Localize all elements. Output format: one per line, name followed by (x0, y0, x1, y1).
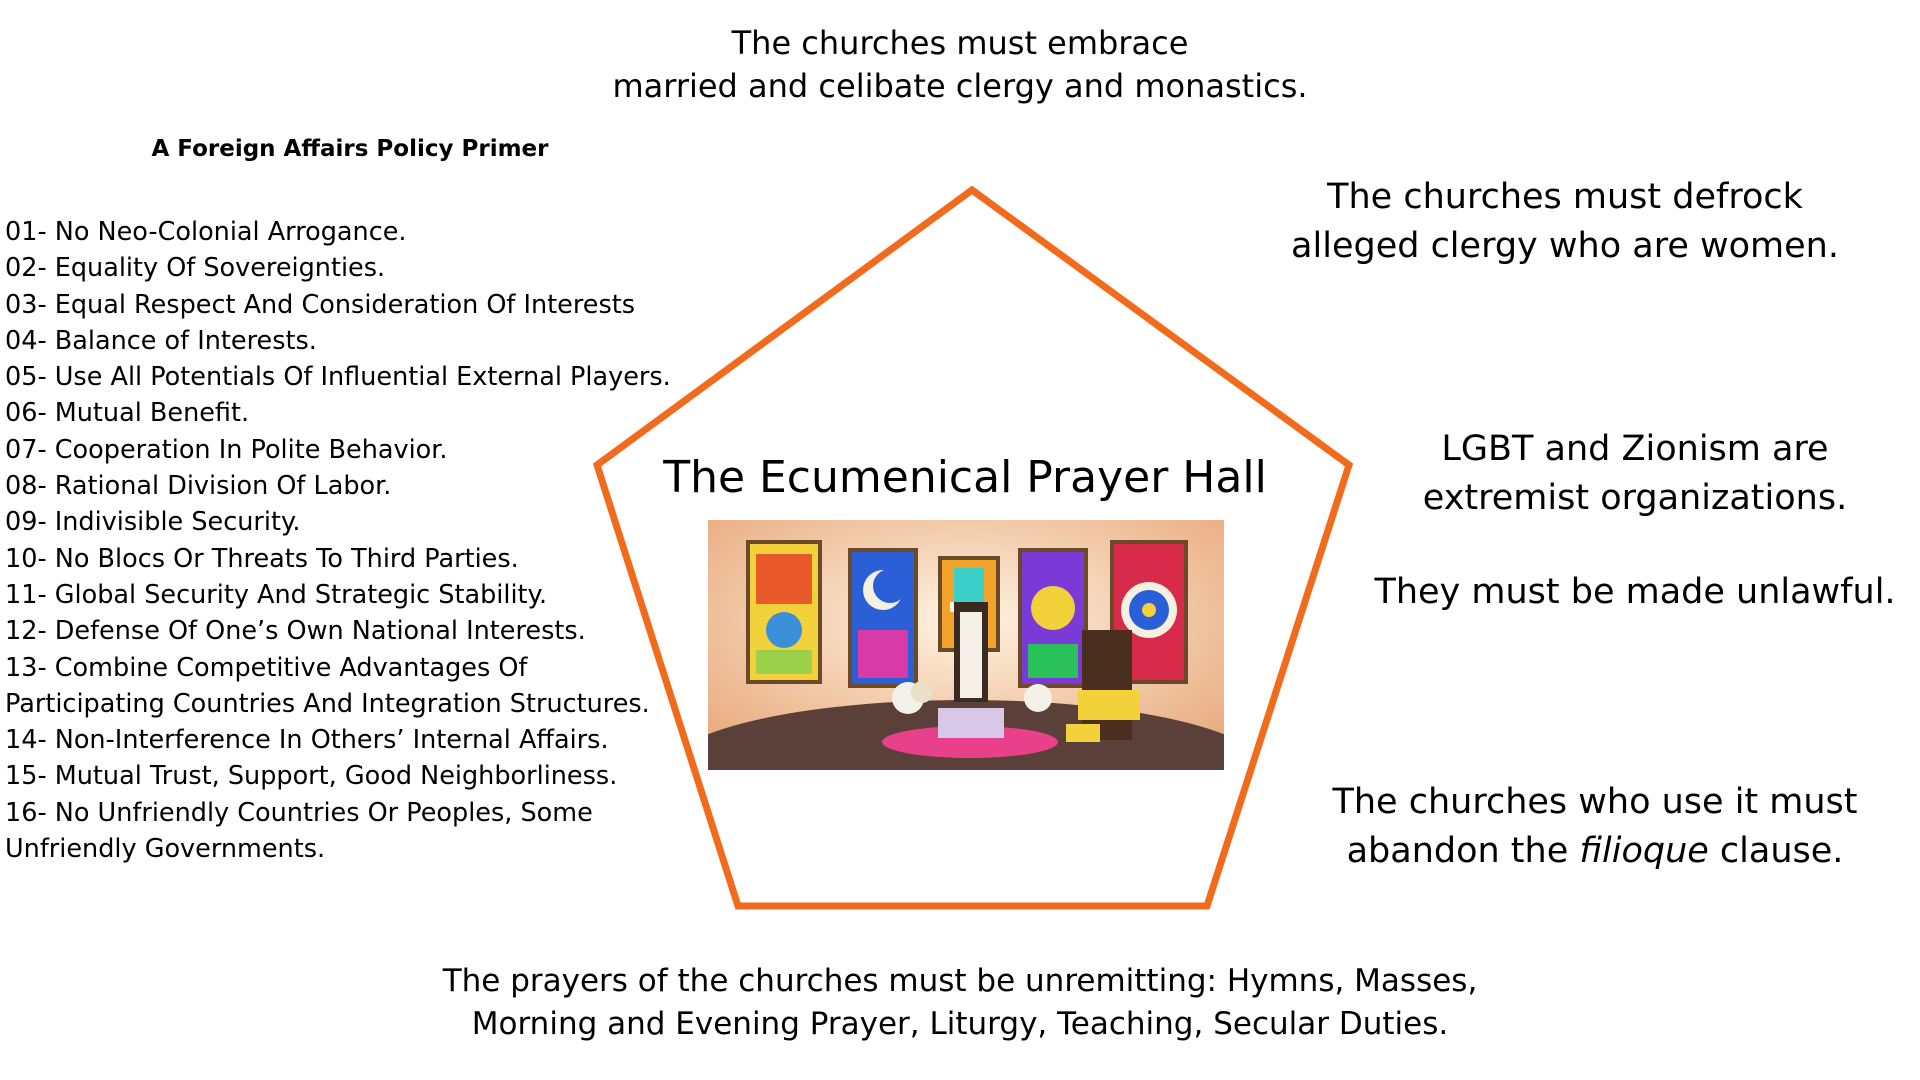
extremist-statement-line-1: LGBT and Zionism are (1441, 429, 1829, 469)
prayer-hall-illustration (708, 520, 1224, 770)
top-statement-line-2: married and celibate clergy and monastics. (612, 67, 1308, 105)
filioque-after: clause. (1708, 831, 1844, 871)
bottom-statement (360, 960, 1560, 1046)
primer-item: Participating Countries And Integration Structures. (5, 688, 650, 719)
primer-item: 16- No Unfriendly Countries Or Peoples, Some (5, 797, 593, 828)
filioque-statement-line-2 (1290, 827, 1900, 876)
primer-title: A Foreign Affairs Policy Primer (151, 136, 549, 162)
primer-item: 07- Cooperation In Polite Behavior. (5, 434, 448, 465)
primer-item: 10- No Blocs Or Threats To Third Parties. (5, 543, 519, 574)
defrock-statement-line-1: The churches must defrock (1327, 177, 1803, 217)
primer-item: 06- Mutual Benefit. (5, 398, 250, 429)
primer-item: 15- Mutual Trust, Support, Good Neighborliness. (5, 761, 618, 792)
primer-item: 13- Combine Competitive Advantages Of (5, 652, 528, 683)
primer-item: 08- Rational Division Of Labor. (5, 471, 392, 502)
primer-item: 01- No Neo-Colonial Arrogance. (5, 217, 407, 247)
bottom-statement-line-2: Morning and Evening Prayer, Liturgy, Teaching, Secular Duties. (471, 1006, 1449, 1042)
primer-item: 11- Global Security And Strategic Stability. (5, 579, 548, 610)
top-statement (460, 22, 1460, 108)
extremist-statement-line-2: extremist organizations. (1422, 478, 1848, 518)
primer-item: 05- Use All Potentials Of Influential External Players. (5, 362, 671, 393)
filioque-before: abandon the (1346, 831, 1580, 871)
prayer-hall-photo (708, 520, 1224, 770)
defrock-statement-line-2: alleged clergy who are women. (1291, 226, 1839, 266)
bottom-statement-line-1: The prayers of the churches must be unremitting: Hymns, Masses, (442, 963, 1478, 999)
primer-list (5, 214, 705, 867)
defrock-statement (1265, 173, 1865, 271)
filioque-emphasis: filioque (1579, 831, 1709, 871)
top-statement-line-1: The churches must embrace (731, 24, 1189, 62)
primer-item: 04- Balance of Interests. (5, 325, 317, 356)
filioque-statement (1290, 778, 1900, 876)
primer-item: Unfriendly Governments. (5, 834, 326, 865)
primer-item: 03- Equal Respect And Consideration Of Interests (5, 289, 636, 320)
primer-item: 09- Indivisible Security. (5, 507, 301, 538)
hall-title: The Ecumenical Prayer Hall (663, 452, 1267, 503)
filioque-statement-line-1: The churches who use it must (1332, 782, 1858, 822)
unlawful-statement (1340, 568, 1920, 617)
primer-item: 02- Equality Of Sovereignties. (5, 253, 386, 284)
extremist-statement (1340, 425, 1920, 523)
stained-glass-window (748, 542, 820, 682)
unlawful-statement-line-1: They must be made unlawful. (1374, 572, 1896, 612)
primer-item: 12- Defense Of One’s Own National Interests. (5, 616, 586, 647)
stained-glass-window (1020, 550, 1086, 686)
stained-glass-window (850, 550, 916, 686)
primer-item: 14- Non-Interference In Others’ Internal Affairs. (5, 725, 609, 756)
